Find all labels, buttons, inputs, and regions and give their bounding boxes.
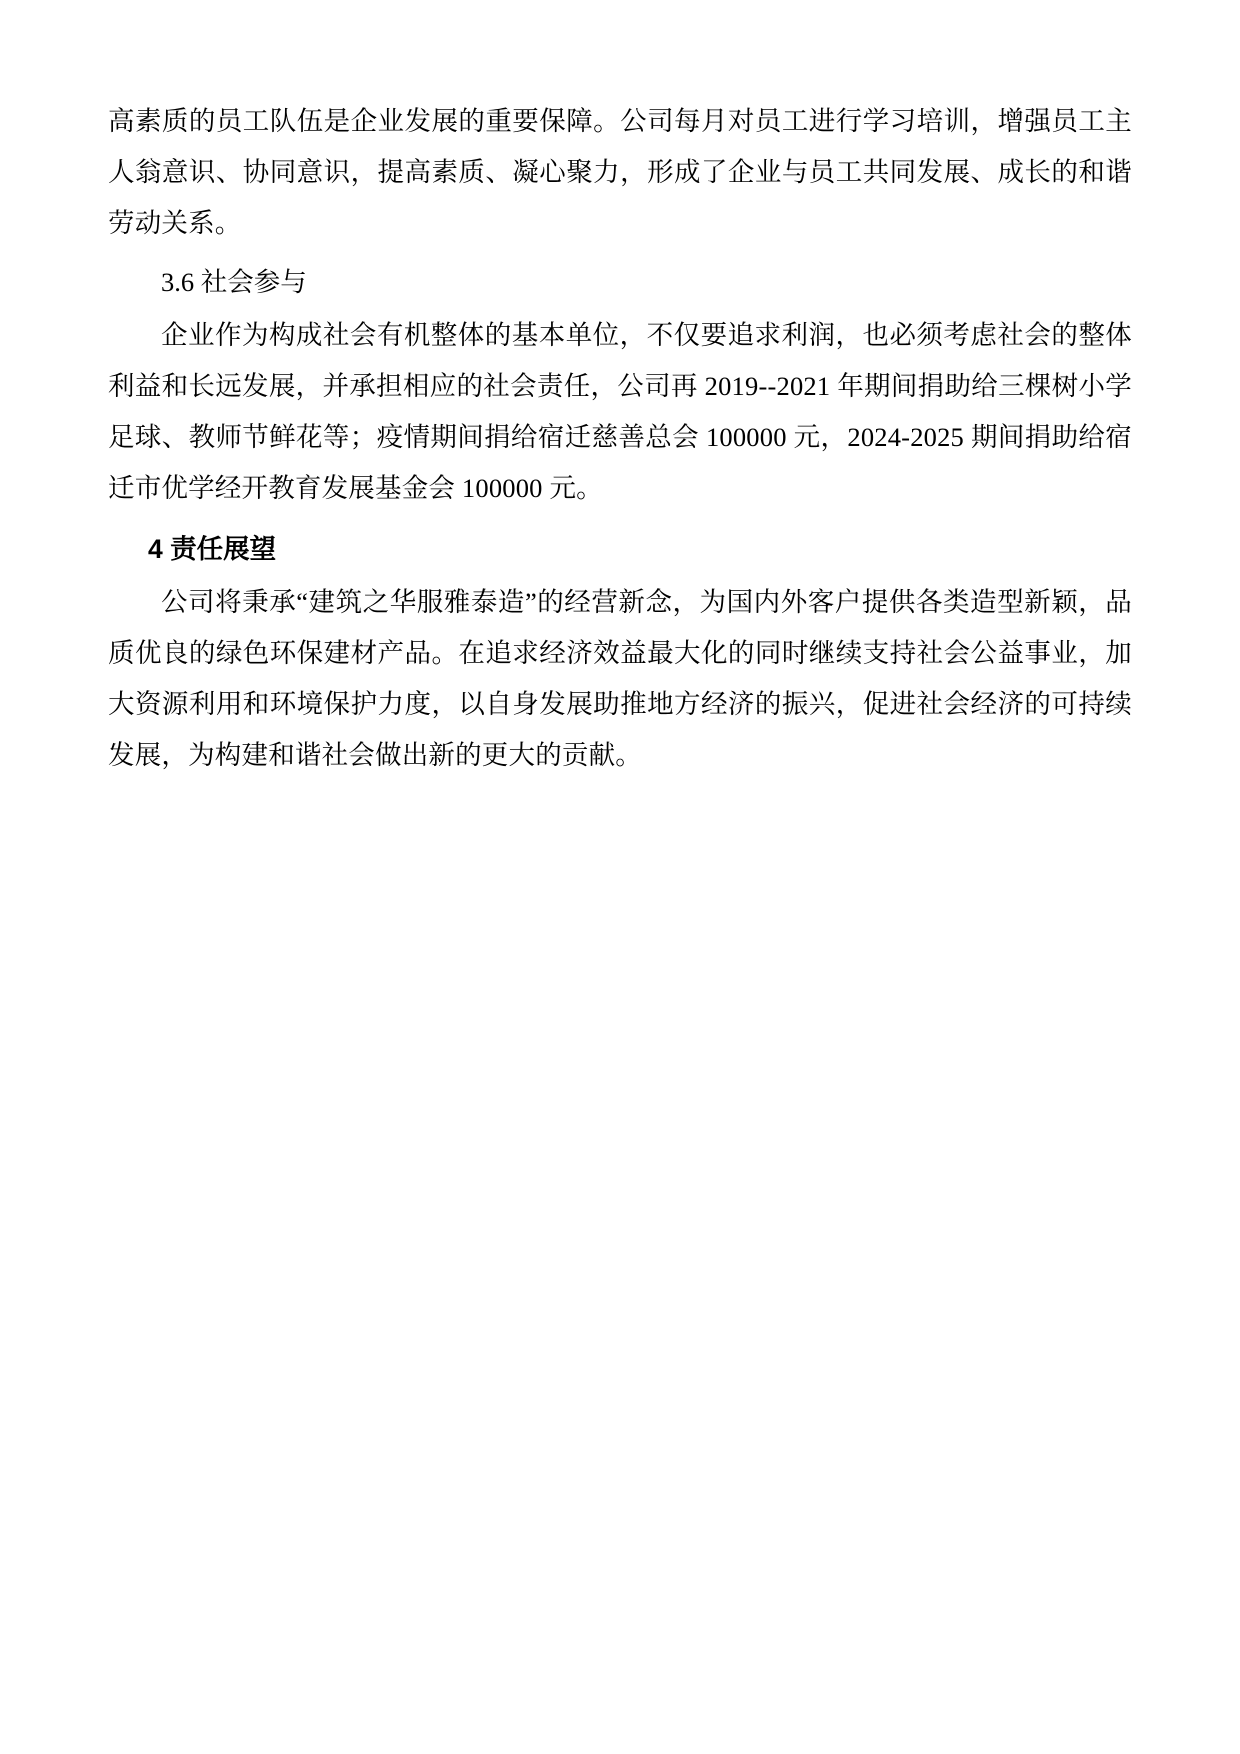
heading-4-responsibility-outlook: 4 责任展望: [148, 534, 277, 564]
heading-3-6-social-participation: 3.6 社会参与: [161, 267, 307, 297]
paragraph-responsibility-outlook: 公司将秉承“建筑之华服雅泰造”的经营新念，为国内外客户提供各类造型新颖，品质优良的绿色环保建材产品。在追求经济效益最大化的同时继续支持社会公益事业，加大资源利用和环境保护力度，以自身发展助推地方经济的振兴，促进社会经济的可持续发展，为构建和谐社会做出新的更大的贡献。: [108, 587, 1132, 770]
paragraph-social-participation: 企业作为构成社会有机整体的基本单位，不仅要追求利润，也必须考虑社会的整体利益和长远发展，并承担相应的社会责任，公司再 2019--2021 年期间捐助给三棵树小学足球、教师节鲜花等；疫情期间捐给宿迁慈善总会 100000 元，2024-2025 期间捐助给宿迁市优学经开教育发展基金会 100000 元。: [108, 320, 1132, 503]
paragraph-employee-quality: 高素质的员工队伍是企业发展的重要保障。公司每月对员工进行学习培训，增强员工主人翁意识、协同意识，提高素质、凝心聚力，形成了企业与员工共同发展、成长的和谐劳动关系。: [108, 106, 1132, 238]
document-body: [108, 96, 1132, 781]
